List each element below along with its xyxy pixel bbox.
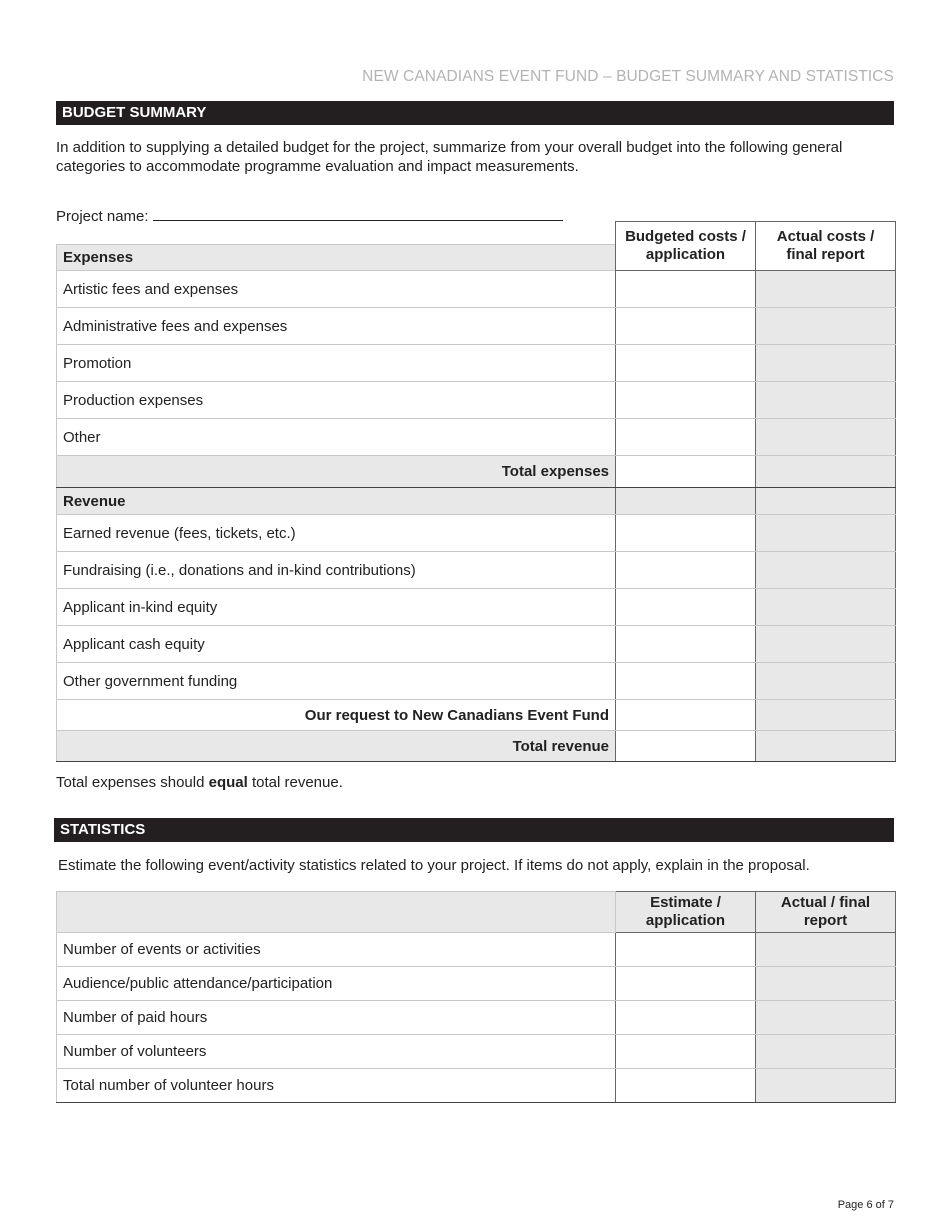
expense-label: Other — [57, 419, 616, 456]
statistics-row — [57, 967, 896, 1001]
estimate-header: Estimate / application — [616, 892, 756, 933]
estimate-cell[interactable] — [616, 1069, 756, 1103]
request-label: Our request to New Canadians Event Fund — [57, 700, 616, 731]
page-number: Page 6 of 7 — [837, 1199, 894, 1211]
statistics-header-blank — [57, 892, 616, 933]
statistics-row — [57, 1001, 896, 1035]
actual-costs-header: Actual costs / final report — [756, 222, 896, 271]
revenue-heading-row — [57, 488, 896, 515]
revenue-row — [57, 552, 896, 589]
total-revenue-row — [57, 731, 896, 762]
revenue-heading: Revenue — [57, 488, 616, 515]
revenue-label: Applicant cash equity — [57, 626, 616, 663]
actual-cell[interactable] — [756, 626, 896, 663]
actual-cell — [756, 488, 896, 515]
statistics-row — [57, 1069, 896, 1103]
budget-summary-heading: BUDGET SUMMARY — [56, 101, 894, 125]
expense-label: Artistic fees and expenses — [57, 271, 616, 308]
expense-row — [57, 382, 896, 419]
estimate-cell[interactable] — [616, 967, 756, 1001]
expense-label: Administrative fees and expenses — [57, 308, 616, 345]
request-row — [57, 700, 896, 731]
running-header: NEW CANADIANS EVENT FUND – BUDGET SUMMARY AND STATISTICS — [362, 68, 894, 85]
statistics-intro: Estimate the following event/activity statistics related to your project. If items do not apply, explain in the proposal. — [58, 857, 810, 874]
actual-cell[interactable] — [756, 731, 896, 762]
actual-cell[interactable] — [756, 967, 896, 1001]
budgeted-cell[interactable] — [616, 552, 756, 589]
budgeted-cell[interactable] — [616, 456, 756, 488]
revenue-row — [57, 515, 896, 552]
expense-row — [57, 308, 896, 345]
statistics-table — [56, 891, 896, 1103]
expense-label: Production expenses — [57, 382, 616, 419]
estimate-cell[interactable] — [616, 1001, 756, 1035]
actual-cell[interactable] — [756, 456, 896, 488]
budgeted-cell[interactable] — [616, 589, 756, 626]
budgeted-cell[interactable] — [616, 663, 756, 700]
revenue-row — [57, 626, 896, 663]
total-expenses-row — [57, 456, 896, 488]
statistics-label: Number of events or activities — [57, 933, 616, 967]
budgeted-cell[interactable] — [616, 345, 756, 382]
actual-cell[interactable] — [756, 933, 896, 967]
actual-cell[interactable] — [756, 552, 896, 589]
actual-header: Actual / final report — [756, 892, 896, 933]
statistics-label: Audience/public attendance/participation — [57, 967, 616, 1001]
revenue-label: Earned revenue (fees, tickets, etc.) — [57, 515, 616, 552]
budgeted-cell[interactable] — [616, 700, 756, 731]
statistics-label: Total number of volunteer hours — [57, 1069, 616, 1103]
actual-cell[interactable] — [756, 589, 896, 626]
budgeted-cell — [616, 488, 756, 515]
budget-table — [56, 221, 896, 762]
revenue-label: Applicant in-kind equity — [57, 589, 616, 626]
actual-cell[interactable] — [756, 1001, 896, 1035]
actual-cell[interactable] — [756, 663, 896, 700]
project-name-line[interactable] — [153, 206, 563, 221]
budgeted-cell[interactable] — [616, 419, 756, 456]
expense-row — [57, 419, 896, 456]
budgeted-cell[interactable] — [616, 382, 756, 419]
actual-cell[interactable] — [756, 271, 896, 308]
estimate-cell[interactable] — [616, 933, 756, 967]
budget-intro: In addition to supplying a detailed budget for the project, summarize from your overall budget into the following general categories to accommodate programme evaluation and impact measurements. — [56, 139, 843, 175]
budgeted-cell[interactable] — [616, 308, 756, 345]
actual-cell[interactable] — [756, 700, 896, 731]
actual-cell[interactable] — [756, 419, 896, 456]
budgeted-cell[interactable] — [616, 626, 756, 663]
statistics-heading: STATISTICS — [54, 818, 894, 842]
actual-cell[interactable] — [756, 1035, 896, 1069]
actual-cell[interactable] — [756, 308, 896, 345]
expenses-heading: Expenses — [57, 245, 616, 271]
budgeted-cell[interactable] — [616, 271, 756, 308]
balance-note: Total expenses should equal total revenue. — [56, 774, 343, 791]
estimate-cell[interactable] — [616, 1035, 756, 1069]
statistics-row — [57, 933, 896, 967]
total-revenue-label: Total revenue — [57, 731, 616, 762]
actual-cell[interactable] — [756, 515, 896, 552]
expense-row — [57, 345, 896, 382]
actual-cell[interactable] — [756, 1069, 896, 1103]
budgeted-cell[interactable] — [616, 731, 756, 762]
budgeted-cell[interactable] — [616, 515, 756, 552]
statistics-label: Number of volunteers — [57, 1035, 616, 1069]
expense-row — [57, 271, 896, 308]
expense-label: Promotion — [57, 345, 616, 382]
statistics-row — [57, 1035, 896, 1069]
revenue-row — [57, 589, 896, 626]
total-expenses-label: Total expenses — [57, 456, 616, 488]
budgeted-costs-header: Budgeted costs / application — [616, 222, 756, 271]
revenue-row — [57, 663, 896, 700]
budget-header-top — [57, 222, 896, 245]
actual-cell[interactable] — [756, 345, 896, 382]
project-name-label: Project name: — [56, 208, 149, 225]
statistics-label: Number of paid hours — [57, 1001, 616, 1035]
statistics-header-row — [57, 892, 896, 933]
actual-cell[interactable] — [756, 382, 896, 419]
revenue-label: Fundraising (i.e., donations and in-kind contributions) — [57, 552, 616, 589]
note-emphasis: equal — [208, 774, 248, 791]
revenue-label: Other government funding — [57, 663, 616, 700]
